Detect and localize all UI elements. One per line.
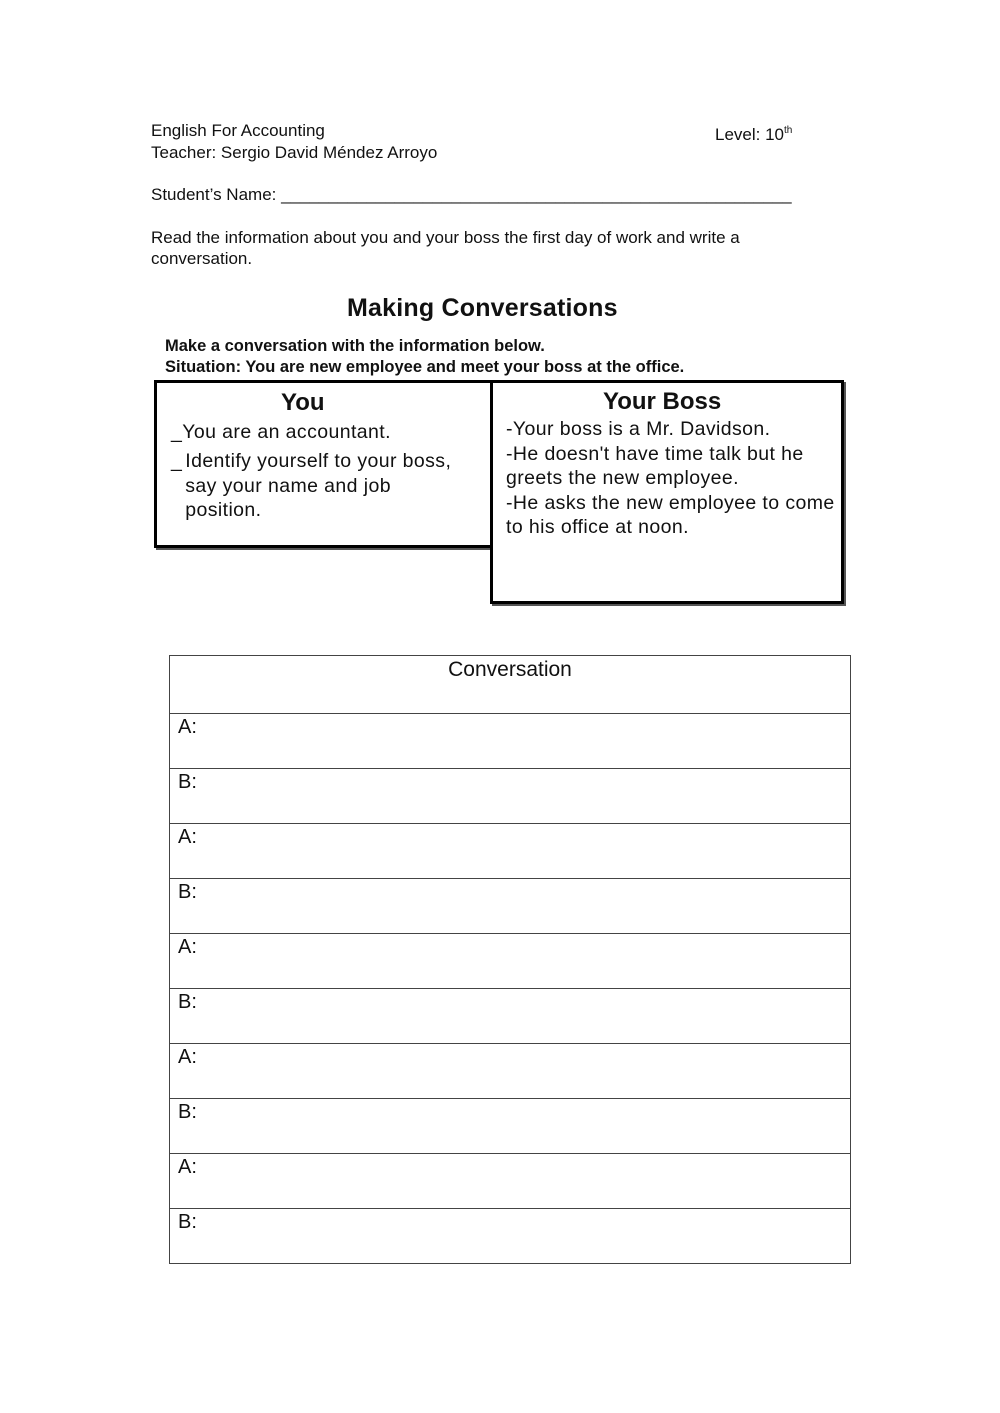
dash-marker: _: [171, 450, 183, 472]
conversation-row[interactable]: [170, 1099, 851, 1154]
activity-situation: Situation: You are new employee and meet your boss at the office.: [165, 358, 685, 376]
teacher-name: Teacher: Sergio David Méndez Arroyo: [151, 143, 438, 162]
conversation-row[interactable]: [170, 934, 851, 989]
you-card-title: You: [281, 389, 325, 416]
dash-marker: _: [171, 421, 183, 443]
conversation-row[interactable]: [170, 1209, 851, 1264]
conversation-row[interactable]: [170, 1044, 851, 1099]
boss-card-title: Your Boss: [603, 388, 722, 415]
course-title: English For Accounting: [151, 121, 325, 140]
activity-title: Making Conversations: [347, 294, 618, 322]
conversation-row[interactable]: [170, 1154, 851, 1209]
speaker-label: B:: [178, 991, 197, 1013]
speaker-label: A:: [178, 1046, 197, 1068]
speaker-label: A:: [178, 936, 197, 958]
student-name-field[interactable]: Student’s Name: ______________________________________________________: [151, 185, 792, 204]
speaker-label: B:: [178, 771, 197, 793]
speaker-label: B:: [178, 1101, 197, 1123]
conversation-row[interactable]: [170, 824, 851, 879]
conversation-row[interactable]: [170, 769, 851, 824]
speaker-label: A:: [178, 716, 197, 738]
you-item-1: _You are an accountant.: [171, 421, 391, 443]
conversation-row[interactable]: [170, 714, 851, 769]
speaker-label: A:: [178, 1156, 197, 1178]
level-label: Level: 10th: [715, 125, 793, 144]
speaker-label: A:: [178, 826, 197, 848]
instructions: Read the information about you and your boss the first day of work and write a conversation.: [151, 228, 740, 268]
conversation-row[interactable]: [170, 989, 851, 1044]
conversation-title: Conversation: [170, 656, 851, 714]
boss-card: [490, 380, 844, 604]
conversation-table: [169, 655, 851, 1264]
speaker-label: B:: [178, 1211, 197, 1233]
speaker-label: B:: [178, 881, 197, 903]
boss-card-text: -Your boss is a Mr. Davidson. -He doesn't have time talk but he greets the new employee. -He asks the new employee to come to his office at noon.: [506, 418, 835, 538]
conversation-row[interactable]: [170, 879, 851, 934]
activity-instruction: Make a conversation with the information below.: [165, 337, 545, 355]
you-card: [154, 380, 494, 548]
you-item-2: _ Identify yourself to your boss, say your name and job position.: [171, 450, 452, 521]
level-superscript: th: [784, 125, 793, 136]
